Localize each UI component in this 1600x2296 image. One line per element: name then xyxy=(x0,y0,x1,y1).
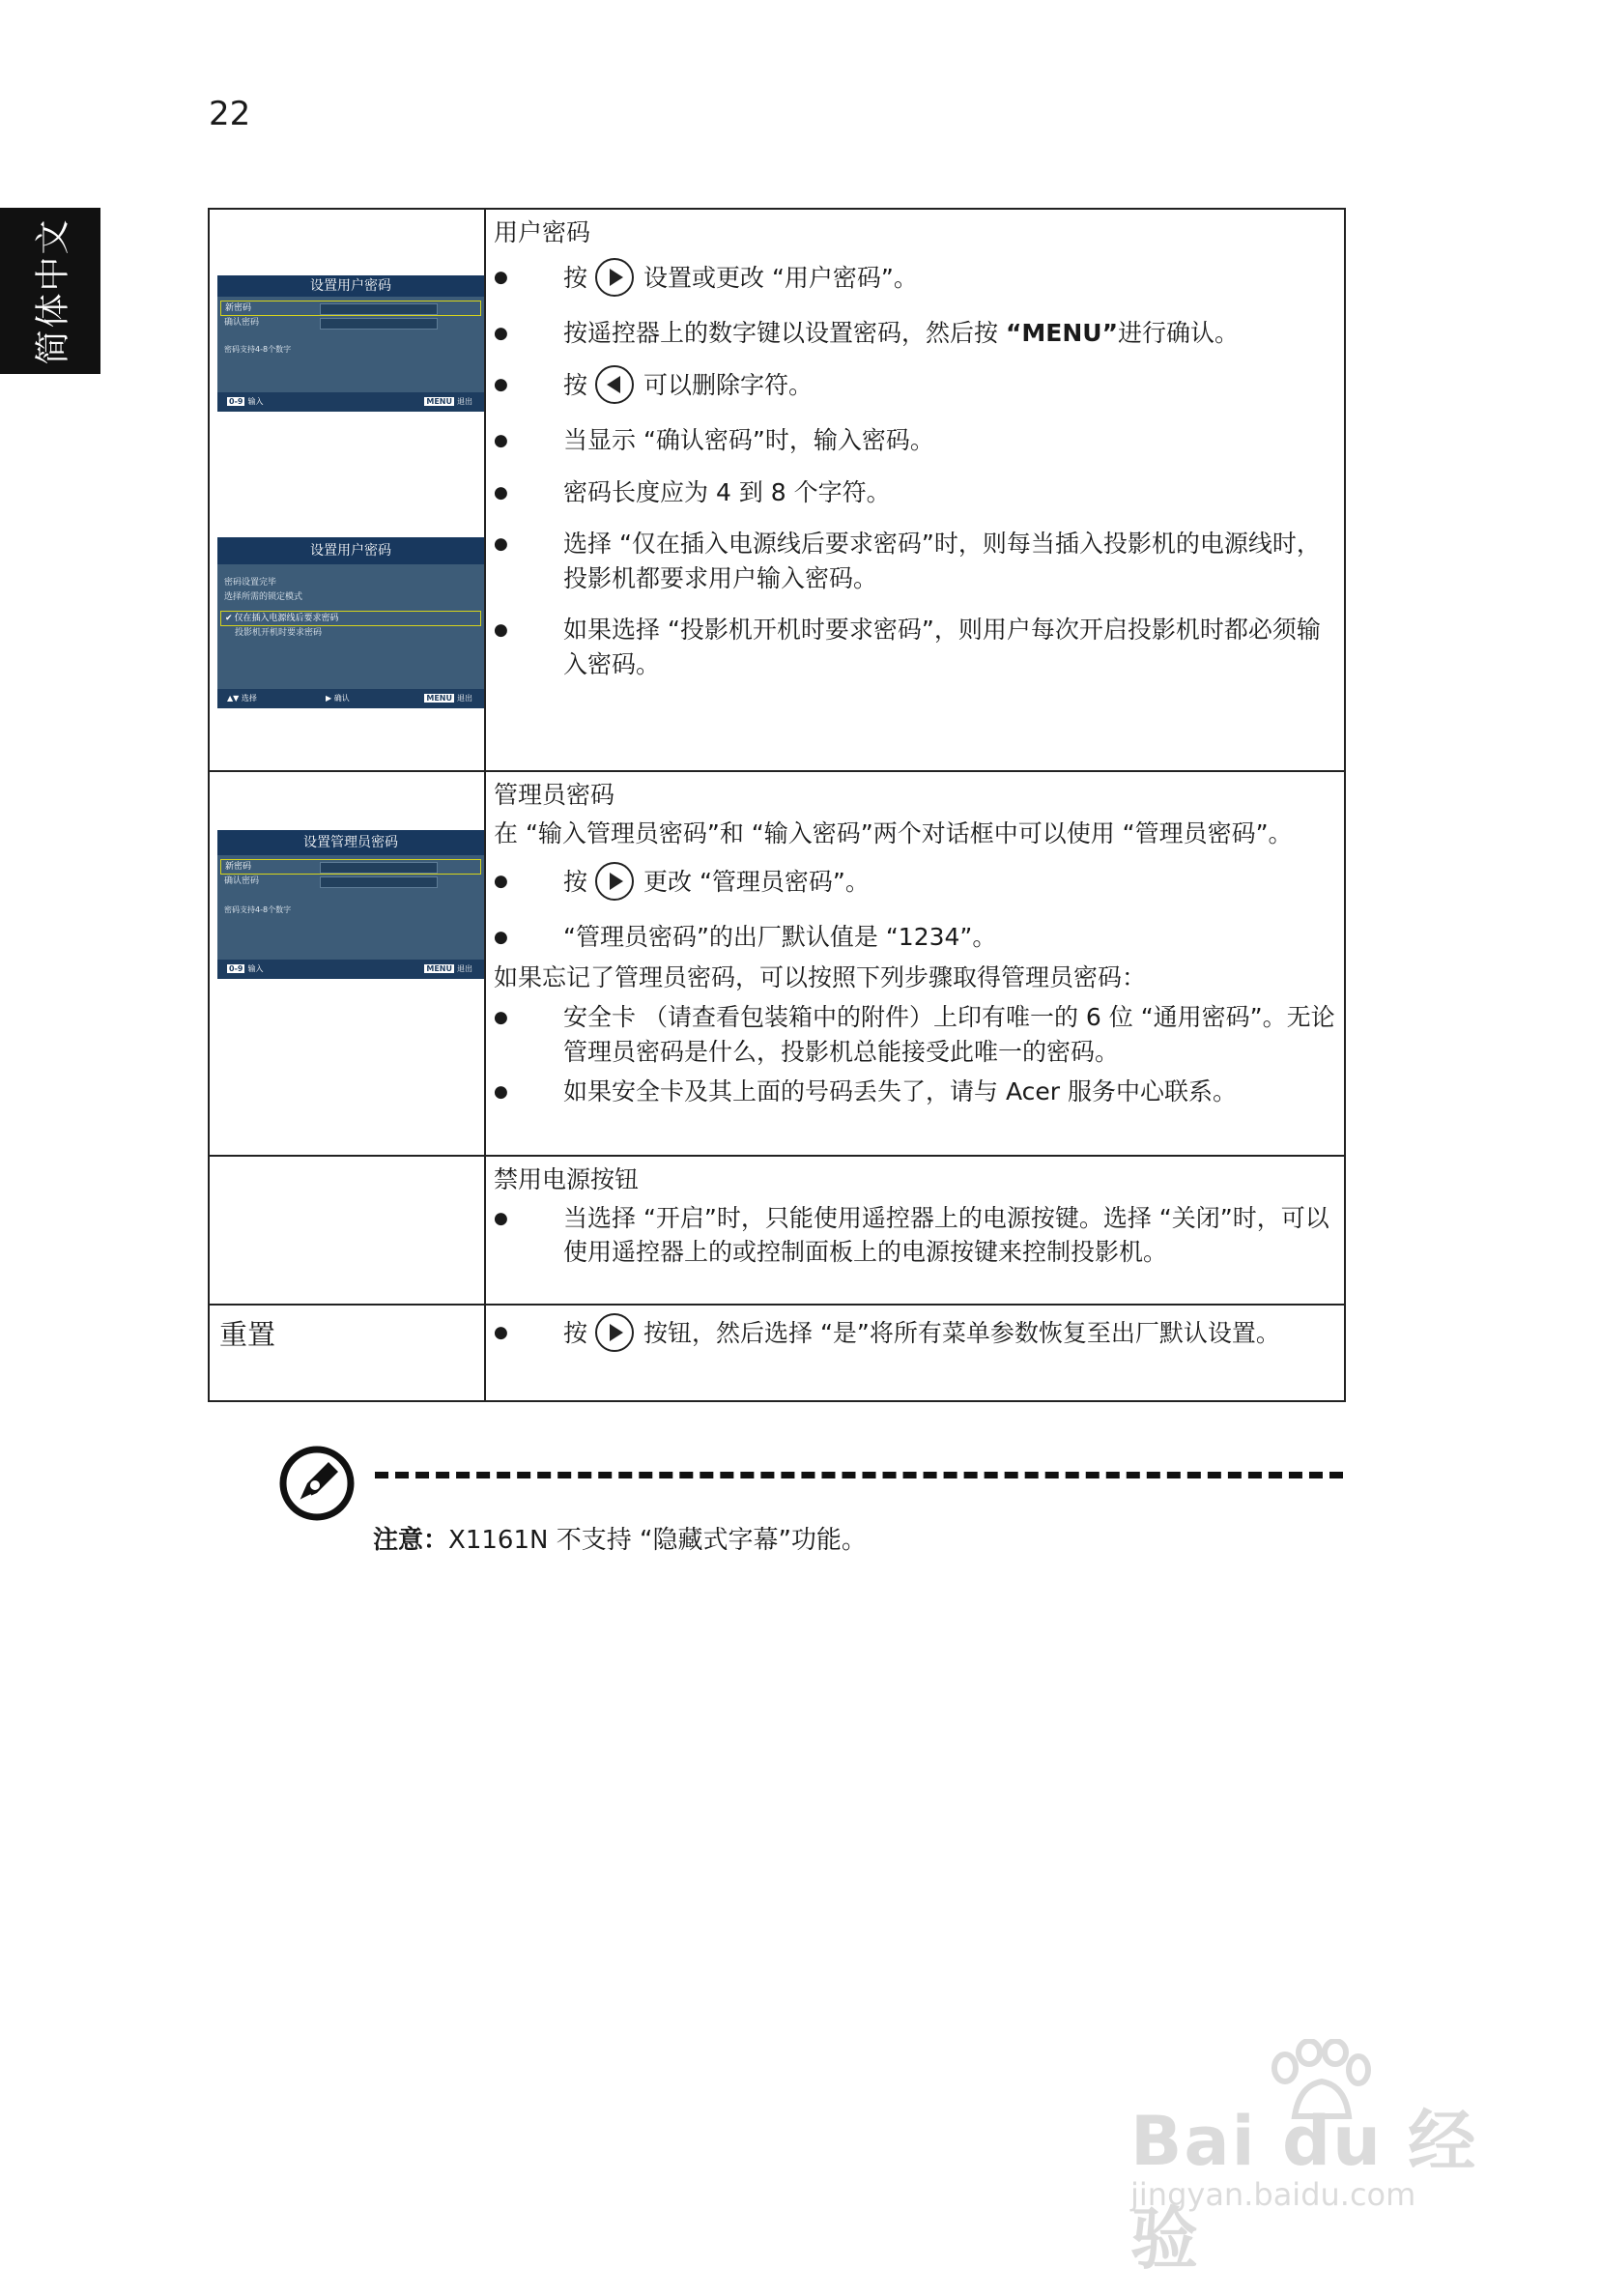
right-arrow-button-icon xyxy=(595,1313,634,1352)
power-lock-description xyxy=(485,1156,1345,1305)
osd-line2: 选择所需的锁定模式 xyxy=(224,592,303,602)
list-item: ● 当选择 “开启”时，只能使用遥控器上的电源按键。选择 “关闭”时，可以使用遥控器上的或控制面板上的电源按键来控制投影机。 xyxy=(494,1201,1336,1270)
list-item: ● 按 设置或更改 “用户密码”。 xyxy=(494,260,1336,299)
language-label: 简体中文 xyxy=(33,216,73,365)
list-item: ● 当显示 “确认密码”时，输入密码。 xyxy=(494,423,1336,458)
page-number: 22 xyxy=(209,95,251,133)
watermark-url: jingyan.baidu.com xyxy=(1130,2176,1416,2213)
left-arrow-button-icon xyxy=(595,365,634,404)
osd-footer: ▲▼ 选择 ▶ 确认 MENU 退出 xyxy=(217,689,484,708)
section-title-power-lock: 禁用电源按钮 xyxy=(494,1165,640,1193)
osd-title: 设置用户密码 xyxy=(217,537,484,564)
list-item: ● 按遥控器上的数字键以设置密码，然后按 “MENU”进行确认。 xyxy=(494,316,1336,351)
osd-footer: 0-9 输入 MENU 退出 xyxy=(217,960,484,979)
reset-label-cell xyxy=(209,1305,485,1401)
language-side-tab xyxy=(0,208,100,374)
osd-footer: 0-9 输入 MENU 退出 xyxy=(217,392,484,412)
power-lock-empty-cell xyxy=(209,1156,485,1305)
note-pen-icon xyxy=(278,1445,356,1522)
settings-table xyxy=(208,208,1346,1402)
list-item: ● 按 可以删除字符。 xyxy=(494,367,1336,406)
user-password-description xyxy=(485,209,1345,771)
power-lock-list xyxy=(494,1201,1336,1270)
osd-new-password-row: 新密码 xyxy=(220,859,481,875)
right-arrow-button-icon xyxy=(595,862,634,901)
osd-line1: 密码设置完毕 xyxy=(224,578,277,588)
list-item: ● 安全卡 （请查看包装箱中的附件）上印有唯一的 6 位 “通用密码”。无论管理员密码是什么，投影机总能接受此唯一的密码。 xyxy=(494,1000,1336,1069)
list-item: ● “管理员密码”的出厂默认值是 “1234”。 xyxy=(494,920,1336,955)
reset-list xyxy=(494,1315,1336,1354)
osd-option-plug-in: ✔ 仅在插入电源线后要求密码 xyxy=(220,611,481,626)
right-arrow-button-icon xyxy=(595,258,634,297)
admin-password-illustration-cell xyxy=(209,771,485,1156)
list-item: ● 选择 “仅在插入电源线后要求密码”时，则每当插入投影机的电源线时，投影机都要求用户输入密码。 xyxy=(494,527,1336,595)
list-item: ● 如果安全卡及其上面的号码丢失了，请与 Acer 服务中心联系。 xyxy=(494,1075,1336,1109)
user-password-list xyxy=(494,260,1336,682)
row-reset xyxy=(209,1305,1345,1401)
reset-label: 重置 xyxy=(219,1318,276,1351)
osd-title: 设置用户密码 xyxy=(217,275,484,297)
osd-set-admin-password xyxy=(217,830,484,979)
osd-new-password-row: 新密码 xyxy=(220,301,481,316)
list-item: ● 密码长度应为 4 到 8 个字符。 xyxy=(494,475,1336,510)
osd-note: 密码支持4-8个数字 xyxy=(224,905,292,914)
osd-set-user-password xyxy=(217,275,484,412)
list-item: ● 按 更改 “管理员密码”。 xyxy=(494,864,1336,903)
note-text: 注意：X1161N 不支持 “隐藏式字幕”功能。 xyxy=(373,1526,867,1555)
baidu-watermark xyxy=(1121,2039,1507,2279)
list-item: ● 如果选择 “投影机开机时要求密码”，则用户每次开启投影机时都必须输入密码。 xyxy=(494,613,1336,681)
osd-lock-mode xyxy=(217,537,484,708)
admin-forgot-text: 如果忘记了管理员密码，可以按照下列步骤取得管理员密码： xyxy=(494,962,1147,991)
list-item: ● 按 按钮，然后选择 “是”将所有菜单参数恢复至出厂默认设置。 xyxy=(494,1315,1336,1354)
row-admin-password xyxy=(209,771,1345,1156)
osd-confirm-password-row: 确认密码 xyxy=(217,316,484,330)
note-divider xyxy=(375,1472,1343,1478)
section-title-user-password: 用户密码 xyxy=(494,218,591,246)
watermark-logo: Bai du 经验 xyxy=(1130,2102,1478,2279)
admin-intro: 在 “输入管理员密码”和 “输入密码”两个对话框中可以使用 “管理员密码”。 xyxy=(494,818,1293,847)
osd-note: 密码支持4-8个数字 xyxy=(224,345,292,354)
row-power-lock xyxy=(209,1156,1345,1305)
osd-title: 设置管理员密码 xyxy=(217,830,484,855)
section-title-admin-password: 管理员密码 xyxy=(494,781,615,809)
admin-password-description xyxy=(485,771,1345,1156)
row-user-password xyxy=(209,209,1345,771)
osd-confirm-password-row: 确认密码 xyxy=(217,875,484,889)
note-block xyxy=(278,1445,1351,1561)
osd-option-power-on: 投影机开机时要求密码 xyxy=(235,628,323,638)
reset-description xyxy=(485,1305,1345,1401)
admin-list-2 xyxy=(494,1000,1336,1109)
user-password-illustration-cell xyxy=(209,209,485,771)
admin-list-1 xyxy=(494,864,1336,955)
